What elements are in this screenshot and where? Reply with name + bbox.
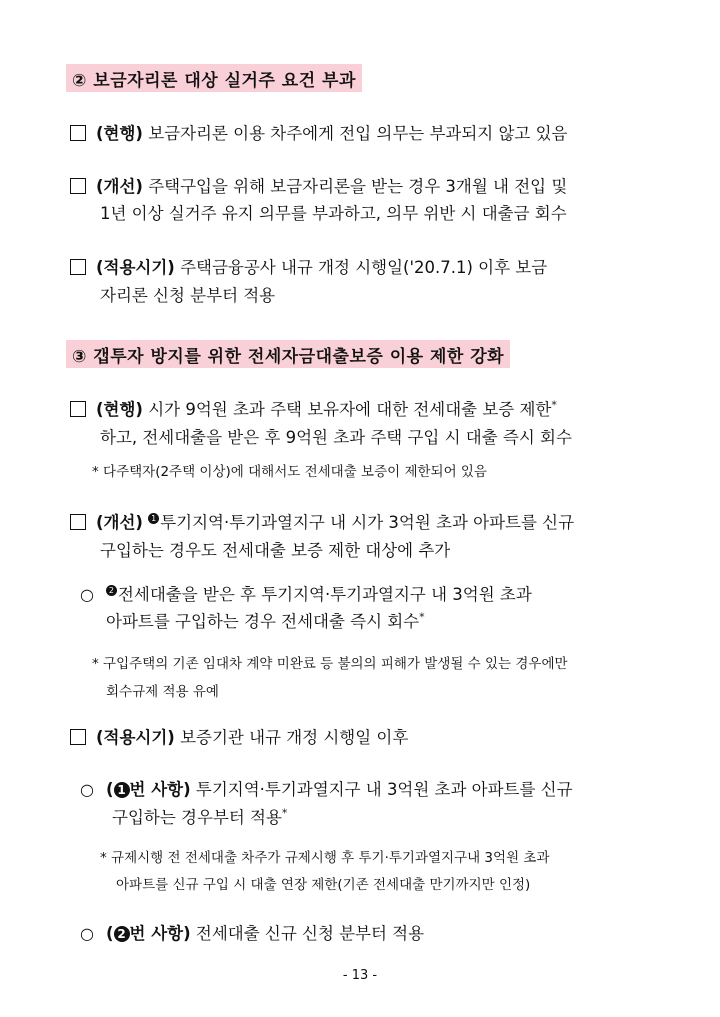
label: 번 사항) <box>129 780 191 799</box>
text: 전세대출을 받은 후 투기지역·투기과열지구 내 3억원 초과 <box>117 585 532 604</box>
bullet-circle-icon: ○ <box>80 780 94 799</box>
paren: ( <box>105 924 114 943</box>
checkbox-square-icon <box>70 178 86 194</box>
footnote-mark: * <box>551 398 557 412</box>
label: (적용시기) <box>96 728 175 747</box>
bullet-circle-icon: ○ <box>80 924 94 943</box>
footnote: * 규제시행 전 전세대출 차주가 규제시행 후 투기·투기과열지구내 3억원 초과 <box>100 850 550 866</box>
text: 투기지역·투기과열지구 내 3억원 초과 아파트를 신규 <box>195 780 573 799</box>
page-number: - 13 - <box>342 968 378 983</box>
label: (적용시기) <box>96 258 175 277</box>
label: (현행) <box>96 124 143 143</box>
bullet-circle-icon: ○ <box>80 585 94 604</box>
sub-item-rule-1-cont <box>112 804 287 828</box>
text: 아파트를 구입하는 경우 전세대출 즉시 회수 <box>106 612 420 631</box>
checkbox-square-icon <box>70 514 86 530</box>
checkbox-square-icon <box>70 401 86 417</box>
checkbox-square-icon <box>70 259 86 275</box>
item-timing-3 <box>70 724 408 748</box>
item-reform-2-cont: 1년 이상 실거주 유지 의무를 부과하고, 의무 위반 시 대출금 회수 <box>100 204 567 223</box>
footnote: * 다주택자(2주택 이상)에 대해서도 전세대출 보증이 제한되어 있음 <box>92 464 487 480</box>
sub-item-reform-2-cont <box>106 608 425 632</box>
item-timing-2-cont: 자리론 신청 분부터 적용 <box>100 286 276 305</box>
sub-item-reform-2 <box>80 581 532 605</box>
label: (개선) <box>96 513 143 532</box>
text: 투기지역·투기과열지구 내 시가 3억원 초과 아파트를 신규 <box>160 513 575 532</box>
text: 시가 9억원 초과 주택 보유자에 대한 전세대출 보증 제한 <box>148 400 552 419</box>
sub-item-rule-1 <box>80 776 573 800</box>
item-timing-2 <box>70 254 547 278</box>
text: 구입하는 경우부터 적용 <box>112 808 282 827</box>
number-two-icon: 2 <box>114 926 130 942</box>
text: 전세대출 신규 신청 분부터 적용 <box>195 924 425 943</box>
footnote-cont: 아파트를 신규 구입 시 대출 연장 제한(기존 전세대출 만기까지만 인정) <box>116 877 531 893</box>
item-reform-3 <box>70 509 574 533</box>
label: (현행) <box>96 400 143 419</box>
checkbox-square-icon <box>70 729 86 745</box>
number-two-icon: 2 <box>106 585 117 596</box>
text: 주택금융공사 내규 개정 시행일('20.7.1) 이후 보금 <box>180 258 548 277</box>
item-reform-3-cont: 구입하는 경우도 전세대출 보증 제한 대상에 추가 <box>100 541 451 560</box>
footnote-mark: * <box>281 806 288 820</box>
section-heading-3: ③ 갭투자 방지를 위한 전세자금대출보증 이용 제한 강화 <box>66 340 510 368</box>
item-reform-2 <box>70 173 567 197</box>
footnote-cont: 회수규제 적용 유예 <box>106 684 219 700</box>
paren: ( <box>105 780 114 799</box>
label: (개선) <box>96 177 143 196</box>
number-one-icon: 1 <box>148 513 159 524</box>
item-current-3-cont: 하고, 전세대출을 받은 후 9억원 초과 주택 구입 시 대출 즉시 회수 <box>100 428 572 447</box>
checkbox-square-icon <box>70 125 86 141</box>
label: 번 사항) <box>129 924 191 943</box>
text: 보증기관 내규 개정 시행일 이후 <box>180 728 409 747</box>
footnote-mark: * <box>419 610 425 624</box>
item-current-2 <box>70 120 567 144</box>
item-current-3 <box>70 396 557 420</box>
section-heading-2: ② 보금자리론 대상 실거주 요건 부과 <box>66 64 362 92</box>
sub-item-rule-2 <box>80 920 424 944</box>
footnote: * 구입주택의 기존 임대차 계약 미완료 등 불의의 피해가 발생될 수 있는 경우에만 <box>92 656 568 672</box>
text: 보금자리론 이용 차주에게 전입 의무는 부과되지 않고 있음 <box>148 124 568 143</box>
text: 주택구입을 위해 보금자리론을 받는 경우 3개월 내 전입 및 <box>148 177 568 196</box>
number-one-icon: 1 <box>114 782 130 798</box>
